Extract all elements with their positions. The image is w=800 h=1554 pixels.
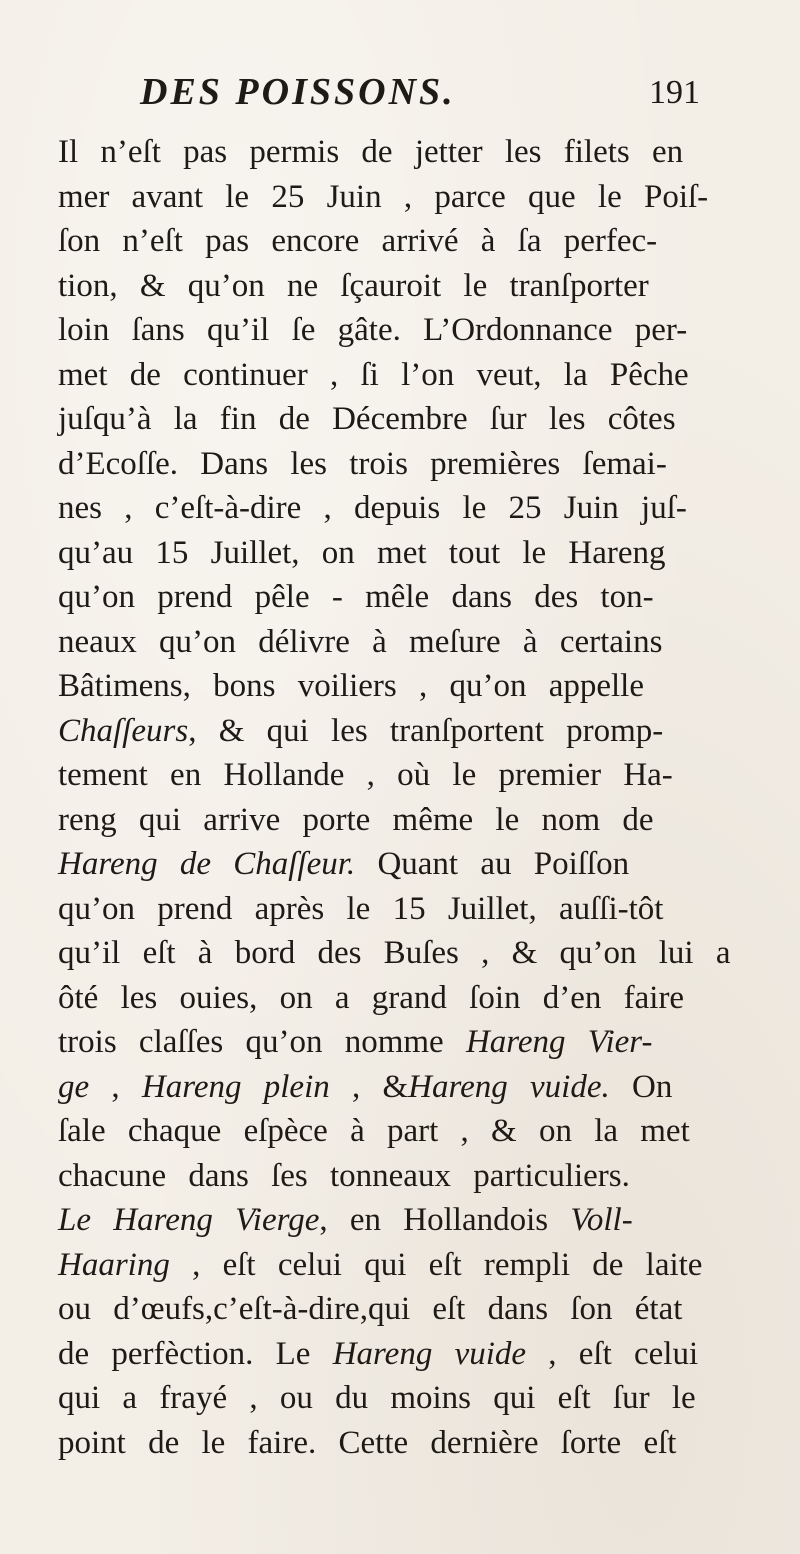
text-line xyxy=(58,442,732,487)
text-segment: d’Ecoſſe. Dans les trois premières ſemai- xyxy=(58,445,667,482)
page-number: 191 xyxy=(649,74,700,111)
text-segment: Quant au Poiſſon xyxy=(355,846,630,882)
text-segment: juſqu’à la fin de Décembre ſur les côtes xyxy=(58,401,676,437)
text-segment: chacune dans ſes tonneaux particuliers. xyxy=(58,1157,630,1194)
text-line xyxy=(58,887,732,932)
italic-text-segment: Voll- xyxy=(570,1202,633,1238)
text-segment: Il n’eſt pas permis de jetter les filets en xyxy=(58,134,684,170)
running-title: DES POISSONS. xyxy=(140,71,456,113)
text-segment: met de continuer , ſi l’on veut, la Pêche xyxy=(58,356,689,393)
text-line xyxy=(58,1020,732,1065)
text-line xyxy=(58,664,732,709)
text-segment: ou d’œufs,c’eſt-à-dire,qui eſt dans ſon état xyxy=(58,1291,683,1327)
text-segment: qu’on prend après le 15 Juillet, auſſi-tôt xyxy=(58,890,664,927)
text-line xyxy=(58,1376,732,1421)
italic-text-segment: Hareng vuide. xyxy=(408,1068,610,1105)
text-line xyxy=(58,130,732,175)
text-line xyxy=(58,1109,732,1154)
italic-text-segment: Hareng Vier- xyxy=(465,1024,653,1060)
italic-text-segment: Le Hareng Vierge xyxy=(58,1202,320,1238)
text-segment: qu’au 15 Juillet, on met tout le Hareng xyxy=(58,534,666,571)
text-segment: loin ſans qu’il ſe gâte. L’Ordonnance per- xyxy=(58,312,688,348)
italic-text-segment: Haaring xyxy=(58,1246,170,1283)
text-segment: , xyxy=(89,1068,142,1105)
text-line xyxy=(58,1287,732,1332)
text-line xyxy=(58,842,732,887)
page-header xyxy=(100,70,700,120)
text-line xyxy=(58,308,732,353)
text-line xyxy=(58,531,732,576)
italic-text-segment: Hareng plein xyxy=(141,1068,330,1105)
text-line xyxy=(58,575,732,620)
text-segment: neaux qu’on délivre à meſure à certains xyxy=(58,623,663,660)
italic-text-segment: Hareng vuide xyxy=(332,1335,527,1372)
text-segment: qu’il eſt à bord des Buſes , & qu’on lui a xyxy=(58,935,731,971)
text-segment: reng qui arrive porte même le nom de xyxy=(58,801,654,838)
text-line xyxy=(58,1198,732,1243)
text-segment: , eſt celui xyxy=(526,1335,699,1372)
text-line xyxy=(58,1332,732,1377)
text-line xyxy=(58,1065,732,1110)
text-line xyxy=(58,1421,732,1466)
text-line xyxy=(58,798,732,843)
text-segment: qui a frayé , ou du moins qui eſt ſur le xyxy=(58,1380,696,1416)
text-line xyxy=(58,753,732,798)
text-segment: tement en Hollande , où le premier Ha- xyxy=(58,757,673,793)
text-line xyxy=(58,931,732,976)
text-segment: , eſt celui qui eſt rempli de laite xyxy=(169,1246,703,1283)
text-line xyxy=(58,175,732,220)
text-segment: ôté les ouies, on a grand ſoin d’en faire xyxy=(58,979,685,1016)
text-line xyxy=(58,353,732,398)
text-line xyxy=(58,1243,732,1288)
text-segment: ſon n’eſt pas encore arrivé à ſa perfec- xyxy=(58,223,658,259)
italic-text-segment: ge xyxy=(58,1068,90,1105)
text-line xyxy=(58,397,732,442)
text-line xyxy=(58,709,732,754)
text-segment: de perfèction. Le xyxy=(58,1335,333,1372)
text-line xyxy=(58,219,732,264)
text-segment: Bâtimens, bons voiliers , qu’on appelle xyxy=(58,668,644,704)
text-line xyxy=(58,264,732,309)
text-segment: , & xyxy=(329,1068,409,1105)
italic-text-segment: Chaſſeurs xyxy=(58,712,189,749)
text-segment: nes , c’eſt-à-dire , depuis le 25 Juin juſ- xyxy=(58,490,687,526)
text-segment: trois claſſes qu’on nomme xyxy=(58,1024,466,1060)
text-segment: mer avant le 25 Juin , parce que le Poiſ- xyxy=(58,178,709,215)
text-line xyxy=(58,976,732,1021)
text-line xyxy=(58,620,732,665)
text-segment: tion, & qu’on ne ſçauroit le tranſporter xyxy=(58,267,649,304)
text-segment: ſale chaque eſpèce à part , & on la met xyxy=(58,1113,690,1149)
text-segment: point de le faire. Cette dernière ſorte eſt xyxy=(58,1424,677,1461)
text-segment: qu’on prend pêle - mêle dans des ton- xyxy=(58,579,654,615)
text-segment: , en Hollandois xyxy=(319,1202,571,1238)
italic-text-segment: Hareng de Chaſſeur. xyxy=(58,846,356,882)
text-segment: , & qui les tranſportent promp- xyxy=(188,712,664,749)
text-line xyxy=(58,1154,732,1199)
text-segment: On xyxy=(609,1068,673,1105)
text-line xyxy=(58,486,732,531)
body-text xyxy=(58,130,732,1465)
